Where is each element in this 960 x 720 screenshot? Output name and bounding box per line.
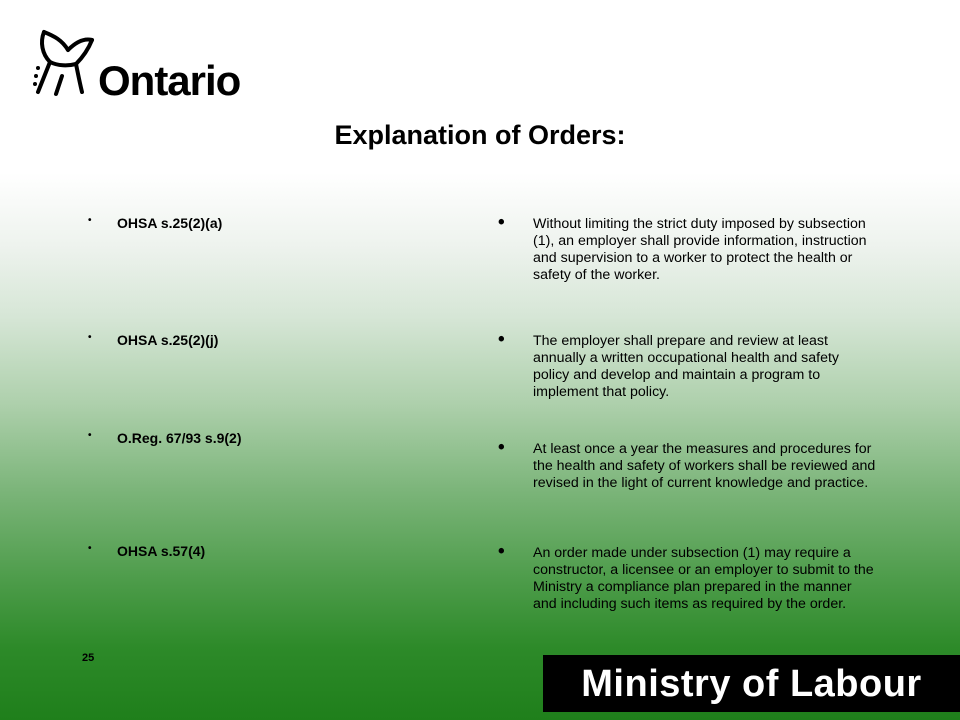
bullet: •	[88, 430, 92, 441]
reference-text: OHSA s.25(2)(j)	[117, 332, 219, 348]
trillium-icon	[32, 26, 98, 98]
bullet: •	[498, 437, 505, 458]
ontario-logo	[32, 26, 247, 102]
description-text: At least once a year the measures and procedures for the health and safety of workers shall be reviewed and revised in the light of current knowledge and practice.	[533, 441, 876, 492]
bullet: •	[498, 212, 505, 233]
page-title: Explanation of Orders:	[334, 120, 626, 150]
bullet: •	[88, 332, 92, 343]
reference-text: OHSA s.57(4)	[117, 543, 206, 559]
bullet: •	[88, 543, 92, 554]
reference-text: OHSA s.25(2)(a)	[117, 215, 223, 231]
description-item	[498, 329, 878, 401]
description-item	[498, 541, 878, 613]
bullet: •	[498, 541, 505, 562]
ministry-banner: Ministry of Labour	[543, 655, 960, 712]
description-text: The employer shall prepare and review at least annually a written occupational health and safety policy and develop and maintain a program to implement that policy.	[533, 333, 840, 401]
bullet: •	[88, 215, 92, 226]
description-text: An order made under subsection (1) may require a constructor, a licensee or an employer to submit to the Ministry a compliance plan prepared in the manner and including such items as required by the order.	[533, 545, 874, 613]
description-item	[498, 212, 878, 284]
reference-text: O.Reg. 67/93 s.9(2)	[117, 430, 242, 446]
page-number: 25	[82, 652, 95, 664]
description-item	[498, 437, 878, 492]
description-text: Without limiting the strict duty imposed by subsection (1), an employer shall provide information, instruction and supervision to a worker to protect the health or safety of the worker.	[533, 216, 867, 284]
ontario-wordmark: Ontario	[98, 57, 241, 104]
bullet: •	[498, 329, 505, 350]
